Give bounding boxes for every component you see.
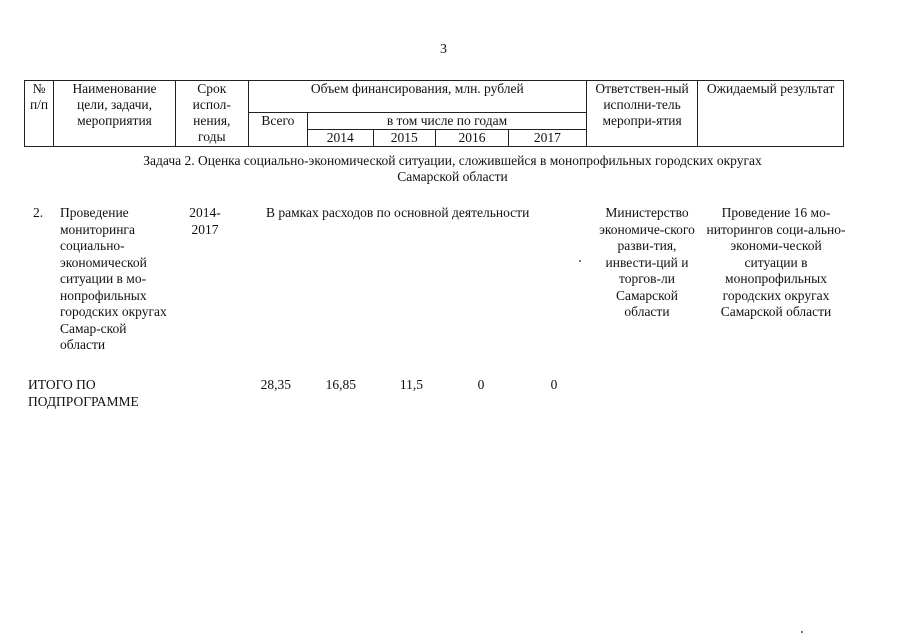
task-heading	[0, 153, 905, 185]
header-year-2016	[436, 130, 509, 147]
total-2015: 11,5	[399, 377, 423, 392]
header-year-text: 2014	[326, 130, 354, 145]
header-responsible	[586, 81, 697, 147]
header-name-text: Наименование цели, задачи, мероприятия	[72, 81, 157, 128]
scan-speck	[579, 260, 581, 262]
task-heading-line2: Самарской области	[397, 169, 508, 184]
header-term	[175, 81, 248, 147]
header-year-text: 2017	[533, 130, 561, 145]
header-year-2015	[373, 130, 435, 147]
header-year-text: 2016	[458, 130, 486, 145]
row-funding-note: В рамках расходов по основной деятельности	[266, 205, 530, 220]
total-2014: 16,85	[325, 377, 356, 392]
total-label: ИТОГО ПО ПОДПРОГРАММЕ	[28, 377, 139, 409]
row-name: Проведение мониторинга социально-экономической ситуации в мо-нопрофильных городских округах Самар-ской области	[60, 205, 167, 352]
header-by-years-text: в том числе по годам	[386, 113, 508, 128]
row-term: 2014-2017	[189, 205, 221, 237]
header-result	[698, 81, 844, 147]
header-name	[54, 81, 176, 147]
row-result: Проведение 16 мо-ниторингов соци-ально-экономи-ческой ситуации в монопрофильных городских округах Самарской области	[706, 205, 846, 319]
header-total	[248, 113, 307, 147]
header-responsible-text: Ответствен-ный исполни-тель меропри-ятия	[595, 81, 689, 128]
header-year-2017	[508, 130, 586, 147]
task-heading-line1: Задача 2. Оценка социально-экономической ситуации, сложившейся в монопрофильных городских округах	[143, 153, 762, 168]
total-2017: 0	[550, 377, 558, 392]
header-total-text: Всего	[261, 113, 295, 128]
header-number-text: № п/п	[29, 81, 49, 112]
header-term-text: Срок испол-нения, годы	[192, 81, 231, 144]
page-number: 3	[440, 42, 447, 57]
header-by-years	[308, 113, 587, 130]
row-responsible: Министерство экономиче-ского разви-тия, инвести-ций и торгов-ли Самарской области	[599, 205, 695, 319]
header-funding	[248, 81, 586, 113]
total-all: 28,35	[260, 377, 291, 392]
header-number	[25, 81, 54, 147]
header-funding-text: Объем финансирования, млн. рублей	[310, 81, 524, 96]
table-header	[24, 80, 844, 147]
header-result-text: Ожидаемый результат	[706, 81, 835, 96]
header-year-text: 2015	[390, 130, 418, 145]
row-number: 2.	[33, 205, 44, 220]
header-year-2014	[308, 130, 374, 147]
total-2016: 0	[477, 377, 485, 392]
scan-speck	[801, 631, 803, 633]
